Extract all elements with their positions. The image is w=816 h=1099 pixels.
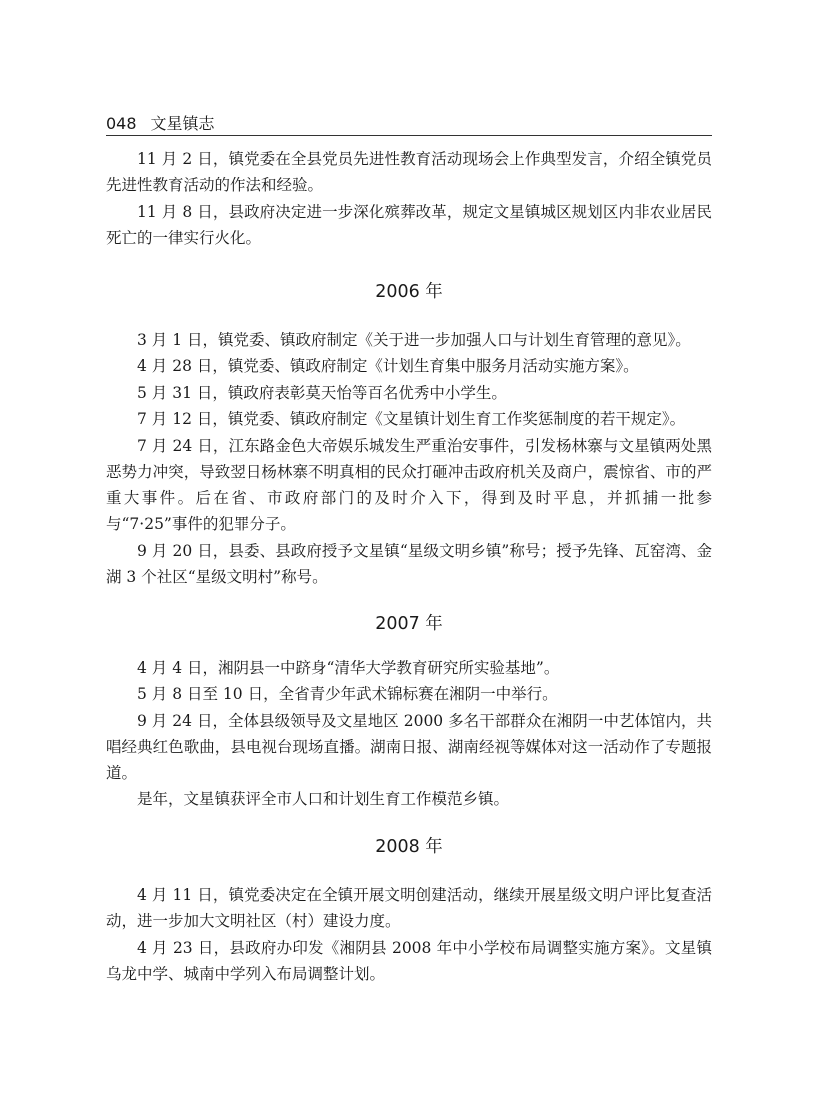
entry-paragraph: 3 月 1 日，镇党委、镇政府制定《关于进一步加强人口与计划生育管理的意见》。 bbox=[137, 330, 691, 349]
entry-paragraph: 11 月 8 日，县政府决定进一步深化殡葬改革，规定文星镇城区规划区内非农业居民死亡的一律实行火化。 bbox=[106, 202, 712, 247]
entry-paragraph: 4 月 23 日，县政府办印发《湘阴县 2008 年中小学校布局调整实施方案》。文星镇乌龙中学、城南中学列入布局调整计划。 bbox=[106, 938, 712, 983]
entry-paragraph: 4 月 28 日，镇党委、镇政府制定《计划生育集中服务月活动实施方案》。 bbox=[137, 357, 639, 376]
book-title: 文星镇志 bbox=[150, 114, 215, 133]
page-body bbox=[106, 146, 712, 988]
year-heading-2008: 2008 年 bbox=[375, 837, 443, 858]
entry-paragraph: 9 月 24 日，全体县级领导及文星地区 2000 多名干部群众在湘阴一中艺体馆内，共唱经典红色歌曲，县电视台现场直播。湖南日报、湖南经视等媒体对这一活动作了专题报道。 bbox=[106, 711, 712, 782]
running-header bbox=[106, 113, 712, 136]
entry-paragraph: 7 月 12 日，镇党委、镇政府制定《文星镇计划生育工作奖惩制度的若干规定》。 bbox=[137, 410, 686, 429]
entry-paragraph: 5 月 8 日至 10 日，全省青少年武术锦标赛在湘阴一中举行。 bbox=[137, 685, 558, 704]
entry-paragraph: 9 月 20 日，县委、县政府授予文星镇“星级文明乡镇”称号；授予先锋、瓦窑湾、金湖 3 个社区“星级文明村”称号。 bbox=[106, 541, 712, 586]
page bbox=[106, 0, 712, 1099]
entry-paragraph: 4 月 11 日，镇党委决定在全镇开展文明创建活动，继续开展星级文明户评比复查活动，进一步加大文明社区（村）建设力度。 bbox=[106, 886, 712, 931]
entry-paragraph: 11 月 2 日，镇党委在全县党员先进性教育活动现场会上作典型发言，介绍全镇党员先进性教育活动的作法和经验。 bbox=[106, 150, 712, 194]
entry-paragraph: 4 月 4 日，湘阴县一中跻身“清华大学教育研究所实验基地”。 bbox=[137, 658, 560, 677]
entry-paragraph: 7 月 24 日，江东路金色大帝娱乐城发生严重治安事件，引发杨林寨与文星镇两处黑恶势力冲突，导致翌日杨林寨不明真相的民众打砸冲击政府机关及商户，震惊省、市的严重大事件。后在省、市政府部门的及时介入下，得到及时平息，并抓捕一批参与“7·25”事件的犯罪分子。 bbox=[106, 436, 712, 533]
page-number: 048 bbox=[106, 114, 137, 133]
entry-paragraph: 是年，文星镇获评全市人口和计划生育工作模范乡镇。 bbox=[137, 790, 510, 809]
year-heading-2007: 2007 年 bbox=[375, 613, 443, 634]
entry-paragraph: 5 月 31 日，镇政府表彰莫天怡等百名优秀中小学生。 bbox=[137, 383, 507, 402]
year-heading-2006: 2006 年 bbox=[375, 281, 443, 302]
